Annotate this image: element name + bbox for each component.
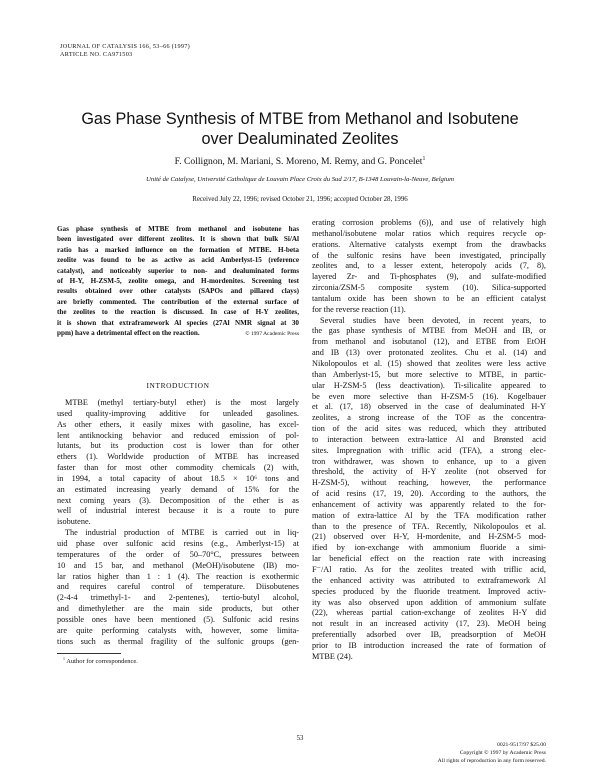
body-line: species produced by the fluoride treatment. Improved activ- xyxy=(312,586,546,596)
authors-text: F. Collignon, M. Mariani, S. Moreno, M. Remy, and G. Poncelet xyxy=(174,156,423,167)
body-line: lutants, but its production cost is lower than for other xyxy=(57,441,299,451)
body-line: than Amberlyst-15, but more selective to MTBE, in partic- xyxy=(312,369,546,379)
journal-header xyxy=(60,43,190,59)
section-heading-introduction: INTRODUCTION xyxy=(146,381,210,390)
body-line: As other ethers, it easily mixes with gasoline, has excel- xyxy=(57,419,299,429)
journal-citation: JOURNAL OF CATALYSIS 166, 53–66 (1997) xyxy=(60,43,191,50)
page-number: 53 xyxy=(296,735,304,742)
abstract-line: ratio has a marked influence on the formation of MTBE. H-beta xyxy=(57,245,299,254)
body-line: ified by ion-exchange with ammonium fluoride a simi- xyxy=(312,543,546,553)
body-line: tantalum oxide has been shown to be an efficient catalyst xyxy=(312,293,546,303)
body-line: in 1994, a total capacity of about 18.5 × 10⁶ tons and xyxy=(57,473,299,483)
copyright-line: Copyright © 1997 by Academic Press xyxy=(459,750,546,756)
body-line: preferentially adsorbed over IB, preadsorption of MeOH xyxy=(312,630,546,640)
abstract-line: ppm) have a detrimental effect on the reaction. xyxy=(57,329,200,338)
abstract-line: the zeolites to the reaction is discussed. In case of H-Y zeolites, xyxy=(57,308,299,317)
body-line: possible ones have been mentioned (5). Sulfonic acid resins xyxy=(57,614,299,624)
abstract-copyright: © 1997 Academic Press xyxy=(245,331,299,338)
body-line: next coming years (3). Decomposition of the ether is as xyxy=(57,495,299,505)
footnote-text: Author for correspondence. xyxy=(66,658,138,665)
body-line: from methanol and isobutanol (12), and ETBE from EtOH xyxy=(312,337,546,347)
author-footnote-mark: 1 xyxy=(422,155,426,162)
abstract-line: results obtained over other catalysts (SAPOs and pillared clays) xyxy=(57,287,299,296)
body-line: used quality-improving additive for unleaded gasolines. xyxy=(57,408,299,418)
body-line: methanol/isobutene molar ratios which requires recycle op- xyxy=(312,228,546,238)
abstract-line: zeolite was found to be as active as acid Amberlyst-15 (reference xyxy=(57,256,299,265)
body-line: tion of the acid sites was reduced, which they attributed xyxy=(312,424,546,434)
body-line: tron withdrawer, was shown to enhance, up to a given xyxy=(312,456,546,466)
body-line: Several studies have been devoted, in recent years, to xyxy=(320,315,546,325)
body-line: 10 and 15 bar, and methanol (MeOH)/isobutene (IB) mo- xyxy=(57,560,299,570)
body-line: MTBE (methyl tertiary-butyl ether) is the most largely xyxy=(65,398,299,407)
paper-title xyxy=(40,109,560,149)
abstract xyxy=(57,224,299,339)
right-column xyxy=(312,218,546,663)
body-line: erations. Alternative catalysts exempt from the drawbacks xyxy=(312,239,546,249)
title-line: over Dealuminated Zeolites xyxy=(201,130,399,148)
footnote-mark: 1 xyxy=(63,656,65,661)
body-line: MTBE (24). xyxy=(312,651,353,661)
body-line: to interaction between extra-lattice Al and Brønsted acid xyxy=(312,434,546,444)
body-line: uid phase over sulfonic acid resins (e.g., Amberlyst-15) at xyxy=(57,538,299,548)
body-line: and requires careful control of temperature. Diisobutenes xyxy=(57,582,299,592)
body-line: lent antiknocking behavior and reduced emission of pol- xyxy=(57,430,299,440)
body-line: ity was also observed upon addition of ammonium sulfate xyxy=(312,597,546,607)
body-line: than to the presence of TFA. Recently, Nikolopoulos et al. xyxy=(312,521,546,531)
body-line: the enhanced activity was attributed to extraframework Al xyxy=(312,575,546,585)
body-line: be even more selective than H-ZSM-5 (16). Kogelbauer xyxy=(312,391,546,401)
body-line: for the reverse reaction (11). xyxy=(312,304,406,314)
abstract-line: been investigated over different zeolites. It is shown that bulk Si/Al xyxy=(57,235,299,244)
body-line: an estimated increasing yearly demand of 15% for the xyxy=(57,484,299,494)
body-line: well of industrial interest because it is a route to pure xyxy=(57,506,299,516)
body-line: sites. Impregnation with triflic acid (TFA), a strong elec- xyxy=(312,445,546,455)
body-line: F⁻/Al ratio. As for the zeolites treated with triflic acid, xyxy=(312,565,546,574)
body-line: (22), whereas partial cation-exchange of zeolites H-Y did xyxy=(312,608,546,618)
issn-price: 0021-9517/97 $25.00 xyxy=(497,742,546,748)
body-line: and IB (13) over protonated zeolites. Chu et al. (14) and xyxy=(312,348,546,358)
body-line: lar ratios higher than 1 : 1 (4). The reaction is exothermic xyxy=(57,571,299,581)
body-line: erating corrosion problems (6)), and use of relatively high xyxy=(312,218,546,227)
author-list xyxy=(40,156,560,167)
body-line: enhancement of activity was apparently related to the for- xyxy=(312,499,546,509)
body-line: (21) observed over H-Y, H-mordenite, and H-ZSM-5 mod- xyxy=(312,532,546,542)
abstract-final-row xyxy=(57,328,299,338)
body-line: et al. (17, 18) observed in the case of dealuminated H-Y xyxy=(312,402,546,412)
body-line: of the sulfonic resins have been investigated, principally xyxy=(312,250,546,260)
body-line: zirconia/ZSM-5 composite system (10). Silica-supported xyxy=(312,283,546,293)
body-line: threshold, the activity of H-Y zeolite (not observed for xyxy=(312,467,546,477)
title-line: Gas Phase Synthesis of MTBE from Methanol and Isobutene xyxy=(81,110,519,128)
abstract-line: are briefly commented. The contribution of the external surface of xyxy=(57,297,299,306)
body-line: Nikolopoulos et al. (15) showed that zeolites were less active xyxy=(312,358,546,368)
body-line: lar beneficial effect on the reaction rate with increasing xyxy=(312,554,546,564)
body-line: tions such as thermal fragility of the sulfonic groups (gen- xyxy=(57,636,299,646)
received-dates: Received July 22, 1996; revised October 21, 1996; accepted October 28, 1996 xyxy=(192,196,408,203)
footnote xyxy=(63,658,138,665)
abstract-line: Gas phase synthesis of MTBE from methanol and isobutene has xyxy=(57,225,299,233)
left-column xyxy=(57,398,299,647)
body-line: zeolites, a strong increase of the TOF as the concentra- xyxy=(312,413,546,423)
abstract-line: catalyst), and noticeably superior to non- and dealuminated forms xyxy=(57,266,299,275)
body-line: layered Zr- and Ti-phosphates (9), and sulfate-modified xyxy=(312,272,546,282)
body-line: zeolites and, to a lesser extent, heteropoly acids (7, 8), xyxy=(312,261,546,271)
abstract-line: it is shown that extraframework Al species (27Al NMR signal at 30 xyxy=(57,318,299,327)
body-line: are quite performing catalysts with, however, some limita- xyxy=(57,625,299,635)
body-line: The industrial production of MTBE is carried out in liq- xyxy=(65,528,299,538)
body-line: and dimethylether are the main side products, but other xyxy=(57,604,299,614)
copyright-block xyxy=(380,741,546,765)
body-line: isobutene. xyxy=(57,517,91,527)
article-number: ARTICLE NO. CA971503 xyxy=(60,51,133,58)
body-line: the gas phase synthesis of MTBE from MeOH and IB, or xyxy=(312,326,546,336)
body-line: mation of extra-lattice Al by the TFA modification rather xyxy=(312,510,546,520)
body-line: faster than for most other commodity chemicals (2) with, xyxy=(57,463,299,473)
body-line: of acid resins (17, 19, 20). According to the authors, the xyxy=(312,489,546,499)
body-line: not result in an increased activity (17, 23). MeOH being xyxy=(312,619,546,629)
footnote-divider xyxy=(57,653,121,654)
body-line: ular H-ZSM-5 (less deactivation). Ti-silicalite appeared to xyxy=(312,380,546,390)
body-line: prior to IB introduction increased the rate of formation of xyxy=(312,640,546,650)
body-line: (2-4-4 trimethyl-1- and 2-pentenes), tertio-butyl alcohol, xyxy=(57,593,299,603)
abstract-line: of H-Y, H-ZSM-5, zeolite omega, and H-mordenites. Screening test xyxy=(57,277,299,286)
body-line: temperatures of the order of 50–70°C, pressures between xyxy=(57,549,299,559)
body-line: H-ZSM-5), without reaching, however, the performance xyxy=(312,478,546,488)
affiliation: Unité de Catalyse, Université Catholique de Louvain Place Croix du Sud 2/17, B-1348 Louvain-la-Neuve, Belgium xyxy=(146,176,454,183)
body-line: ethers (1). Worldwide production of MTBE has increased xyxy=(57,452,299,462)
rights-line: All rights of reproduction in any form reserved. xyxy=(437,758,546,764)
